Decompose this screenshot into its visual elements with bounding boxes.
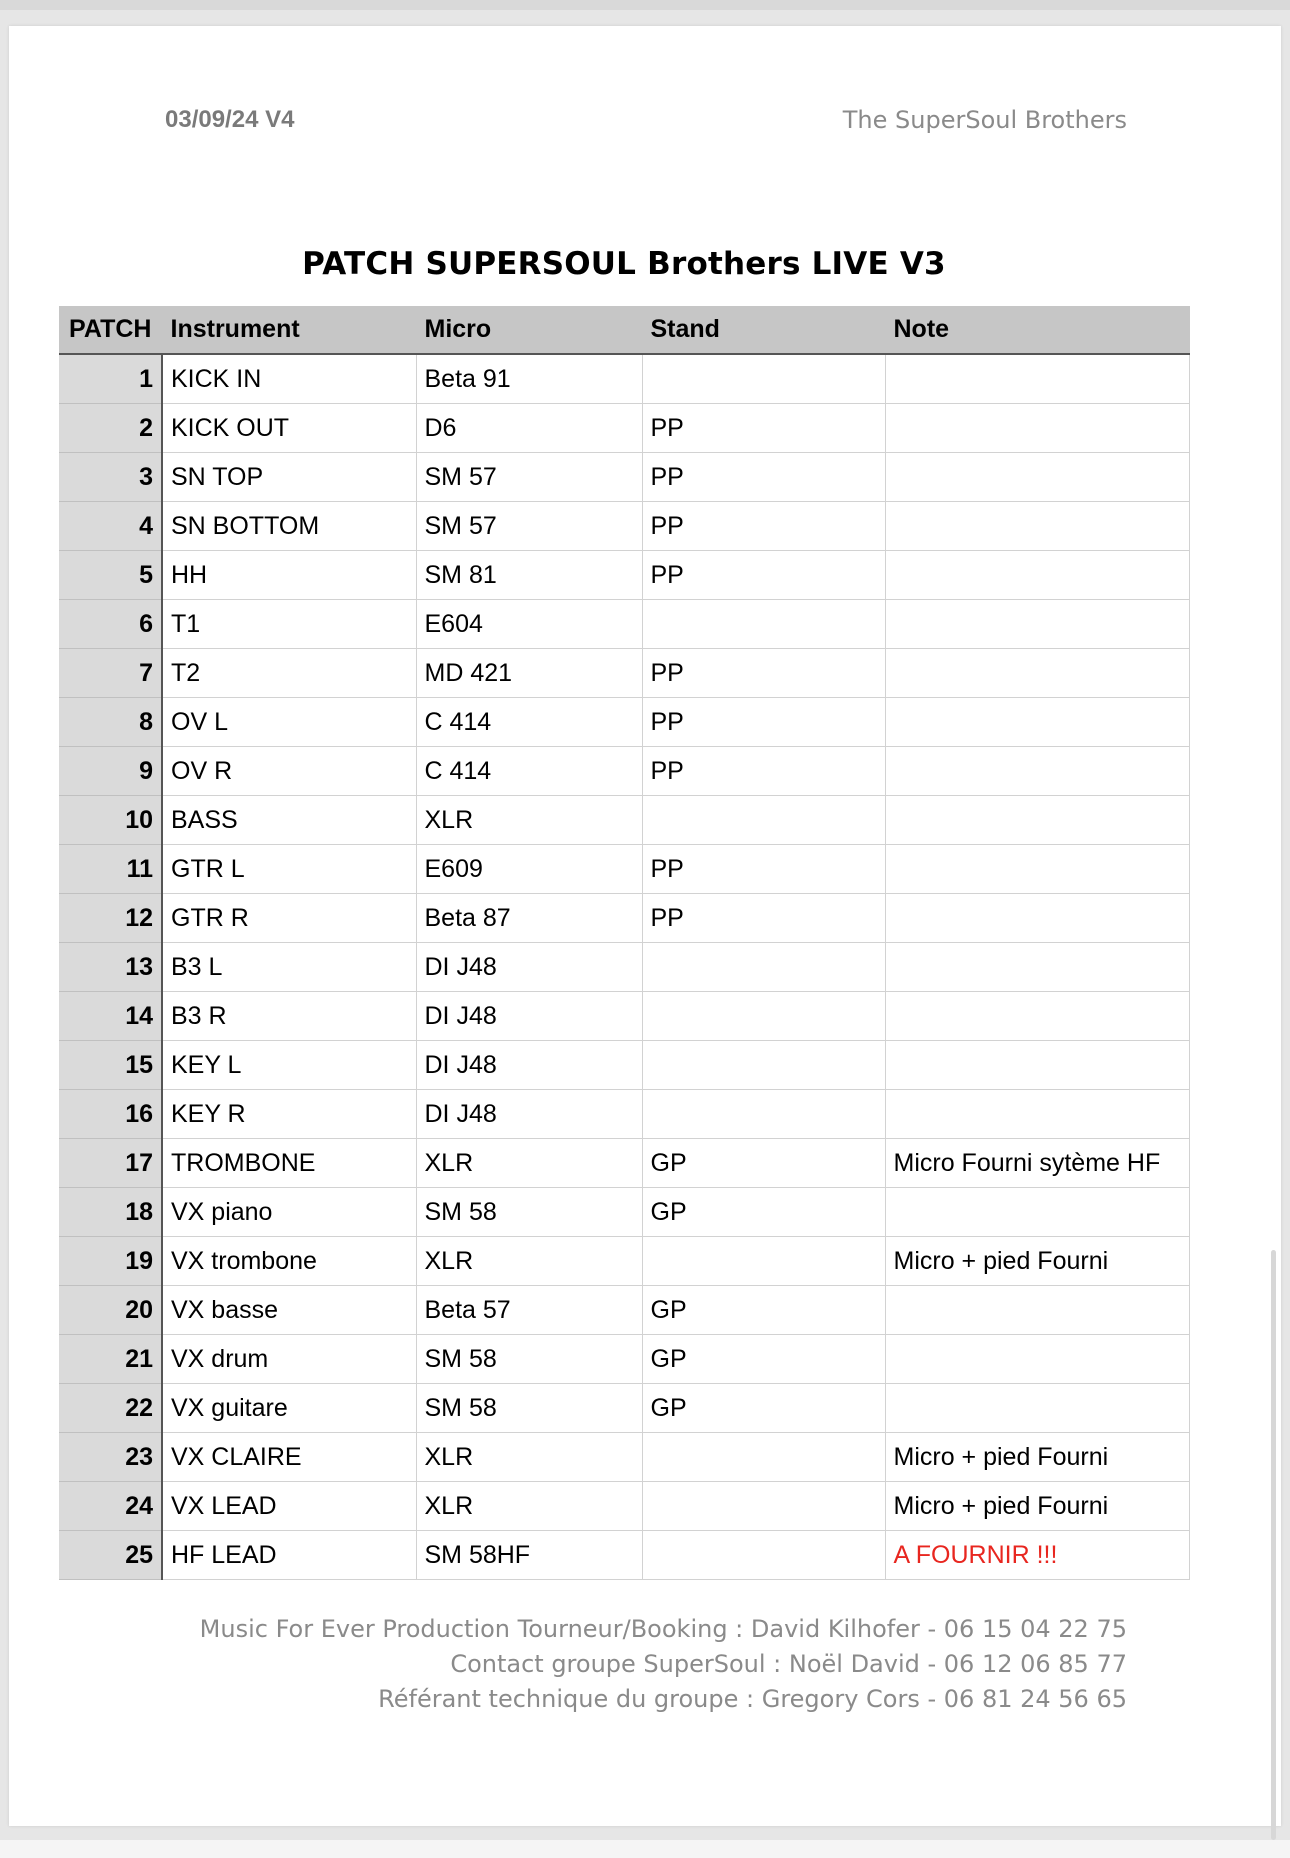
micro-cell: SM 58 [416,1188,642,1237]
micro-cell: SM 57 [416,453,642,502]
next-page-edge [0,1840,1290,1858]
stand-cell: PP [642,894,885,943]
patch-number-cell: 4 [59,502,162,551]
note-cell [885,747,1189,796]
patch-number-cell: 17 [59,1139,162,1188]
patch-number-cell: 10 [59,796,162,845]
note-cell [885,992,1189,1041]
note-cell [885,698,1189,747]
patch-number-cell: 6 [59,600,162,649]
band-name: The SuperSoul Brothers [842,106,1127,134]
patch-number-cell: 15 [59,1041,162,1090]
table-row [59,1335,1189,1384]
instrument-cell: B3 L [162,943,416,992]
footer-contact-line: Contact groupe SuperSoul : Noël David - 06 12 06 85 77 [450,1650,1127,1678]
micro-cell: Beta 57 [416,1286,642,1335]
patch-number-cell: 13 [59,943,162,992]
stand-cell [642,1433,885,1482]
micro-cell: E604 [416,600,642,649]
footer-technical-line: Référant technique du groupe : Gregory Cors - 06 81 24 56 65 [378,1685,1127,1713]
column-header-patch: PATCH [59,306,162,354]
table-row [59,796,1189,845]
instrument-cell: GTR R [162,894,416,943]
table-row [59,649,1189,698]
note-cell [885,1286,1189,1335]
micro-cell: XLR [416,1482,642,1531]
stand-cell: PP [642,453,885,502]
stand-cell: PP [642,698,885,747]
instrument-cell: TROMBONE [162,1139,416,1188]
patch-number-cell: 20 [59,1286,162,1335]
micro-cell: SM 81 [416,551,642,600]
stand-cell: PP [642,551,885,600]
note-cell [885,943,1189,992]
micro-cell: DI J48 [416,1090,642,1139]
instrument-cell: KICK OUT [162,404,416,453]
patch-number-cell: 1 [59,354,162,404]
instrument-cell: HF LEAD [162,1531,416,1580]
note-cell [885,600,1189,649]
micro-cell: Beta 87 [416,894,642,943]
stand-cell: PP [642,502,885,551]
table-row [59,1041,1189,1090]
patch-number-cell: 21 [59,1335,162,1384]
patch-number-cell: 11 [59,845,162,894]
stand-cell: PP [642,747,885,796]
instrument-cell: VX guitare [162,1384,416,1433]
note-cell: A FOURNIR !!! [885,1531,1189,1580]
instrument-cell: VX piano [162,1188,416,1237]
instrument-cell: VX CLAIRE [162,1433,416,1482]
instrument-cell: T1 [162,600,416,649]
note-cell [885,845,1189,894]
note-cell [885,1384,1189,1433]
instrument-cell: B3 R [162,992,416,1041]
note-cell [885,453,1189,502]
micro-cell: SM 57 [416,502,642,551]
instrument-cell: SN BOTTOM [162,502,416,551]
instrument-cell: HH [162,551,416,600]
table-row [59,600,1189,649]
instrument-cell: OV R [162,747,416,796]
note-cell: Micro Fourni sytème HF [885,1139,1189,1188]
column-header-stand: Stand [642,306,885,354]
micro-cell: SM 58 [416,1335,642,1384]
column-header-instrument: Instrument [162,306,416,354]
patch-table-body [59,354,1189,1580]
micro-cell: C 414 [416,698,642,747]
table-row [59,747,1189,796]
stand-cell: GP [642,1335,885,1384]
stand-cell [642,992,885,1041]
patch-table [59,306,1190,1580]
note-cell: Micro + pied Fourni [885,1433,1189,1482]
micro-cell: SM 58 [416,1384,642,1433]
stand-cell [642,943,885,992]
micro-cell: DI J48 [416,992,642,1041]
table-row [59,1384,1189,1433]
note-cell [885,1335,1189,1384]
micro-cell: MD 421 [416,649,642,698]
patch-number-cell: 22 [59,1384,162,1433]
patch-number-cell: 16 [59,1090,162,1139]
patch-number-cell: 9 [59,747,162,796]
micro-cell: D6 [416,404,642,453]
instrument-cell: KICK IN [162,354,416,404]
note-cell [885,551,1189,600]
micro-cell: C 414 [416,747,642,796]
micro-cell: DI J48 [416,1041,642,1090]
table-row [59,1482,1189,1531]
stand-cell: PP [642,649,885,698]
note-cell [885,1090,1189,1139]
table-row [59,1237,1189,1286]
patch-number-cell: 25 [59,1531,162,1580]
table-row [59,894,1189,943]
patch-number-cell: 24 [59,1482,162,1531]
stand-cell: GP [642,1384,885,1433]
table-row [59,992,1189,1041]
scrollbar[interactable] [1271,1250,1276,1840]
note-cell [885,796,1189,845]
table-row [59,1531,1189,1580]
stand-cell: GP [642,1286,885,1335]
date-version: 03/09/24 V4 [165,106,295,133]
table-row [59,404,1189,453]
stand-cell: PP [642,404,885,453]
note-cell: Micro + pied Fourni [885,1482,1189,1531]
stand-cell [642,1090,885,1139]
stand-cell: PP [642,845,885,894]
micro-cell: XLR [416,1237,642,1286]
table-header-row [59,306,1189,354]
stand-cell [642,1237,885,1286]
table-row [59,1433,1189,1482]
instrument-cell: GTR L [162,845,416,894]
table-row [59,1188,1189,1237]
stand-cell [642,600,885,649]
instrument-cell: VX drum [162,1335,416,1384]
patch-number-cell: 12 [59,894,162,943]
note-cell [885,502,1189,551]
instrument-cell: SN TOP [162,453,416,502]
patch-number-cell: 19 [59,1237,162,1286]
table-row [59,453,1189,502]
stand-cell [642,796,885,845]
table-row [59,1139,1189,1188]
micro-cell: XLR [416,1433,642,1482]
stand-cell [642,354,885,404]
micro-cell: XLR [416,796,642,845]
page-title: PATCH SUPERSOUL Brothers LIVE V3 [302,246,946,282]
stand-cell [642,1041,885,1090]
micro-cell: SM 58HF [416,1531,642,1580]
stand-cell [642,1531,885,1580]
viewer-top-strip [0,0,1290,10]
patch-number-cell: 8 [59,698,162,747]
table-row [59,845,1189,894]
micro-cell: Beta 91 [416,354,642,404]
instrument-cell: VX LEAD [162,1482,416,1531]
instrument-cell: BASS [162,796,416,845]
instrument-cell: VX basse [162,1286,416,1335]
table-row [59,502,1189,551]
patch-number-cell: 18 [59,1188,162,1237]
column-header-note: Note [885,306,1189,354]
patch-number-cell: 7 [59,649,162,698]
footer-booking-line: Music For Ever Production Tourneur/Booking : David Kilhofer - 06 15 04 22 75 [199,1615,1127,1643]
instrument-cell: VX trombone [162,1237,416,1286]
instrument-cell: KEY R [162,1090,416,1139]
table-row [59,943,1189,992]
table-row [59,1286,1189,1335]
patch-number-cell: 2 [59,404,162,453]
note-cell [885,1041,1189,1090]
instrument-cell: OV L [162,698,416,747]
patch-number-cell: 14 [59,992,162,1041]
table-row [59,1090,1189,1139]
note-cell [885,404,1189,453]
table-row [59,698,1189,747]
footer-contacts [200,1612,1127,1717]
micro-cell: E609 [416,845,642,894]
column-header-micro: Micro [416,306,642,354]
note-cell: Micro + pied Fourni [885,1237,1189,1286]
instrument-cell: T2 [162,649,416,698]
note-cell [885,649,1189,698]
note-cell [885,894,1189,943]
instrument-cell: KEY L [162,1041,416,1090]
micro-cell: XLR [416,1139,642,1188]
patch-number-cell: 3 [59,453,162,502]
note-cell [885,354,1189,404]
patch-number-cell: 5 [59,551,162,600]
note-cell [885,1188,1189,1237]
table-row [59,551,1189,600]
micro-cell: DI J48 [416,943,642,992]
stand-cell: GP [642,1139,885,1188]
stand-cell: GP [642,1188,885,1237]
stand-cell [642,1482,885,1531]
table-row [59,354,1189,404]
patch-number-cell: 23 [59,1433,162,1482]
